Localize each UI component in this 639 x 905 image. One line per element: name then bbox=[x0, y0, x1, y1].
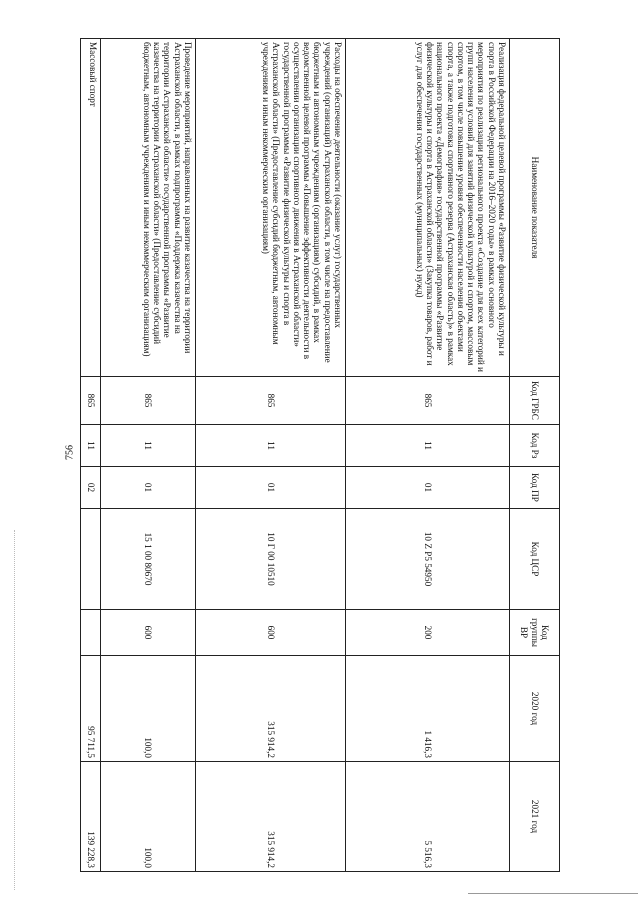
row-2021: 139 228,3 bbox=[81, 762, 101, 872]
row-csr: 10 Z P5 54950 bbox=[346, 509, 510, 610]
row-csr: 10 Г 00 10510 bbox=[196, 509, 346, 610]
row-name: Проведение мероприятий, направленных на развитие казачества на территории Астраханской области, в рамках подпрограммы «Поддержка казачества на территории Астраханской области» государственной программы «Развитие казачества на территории Астраханской области» (Предоставление субсидий бюджетным, автономным учреждениям и иным некоммерческим организациям) bbox=[101, 39, 196, 377]
budget-table-rotated bbox=[85, 38, 560, 871]
header-rz: Код Рз bbox=[510, 425, 560, 467]
row-rz: 11 bbox=[81, 425, 101, 467]
row-2020: 1 416,3 bbox=[346, 656, 510, 762]
header-2020: 2020 год bbox=[510, 656, 560, 762]
row-2020: 315 914,2 bbox=[196, 656, 346, 762]
table-row bbox=[346, 39, 510, 872]
header-2021: 2021 год bbox=[510, 762, 560, 872]
row-2021: 315 914,2 bbox=[196, 762, 346, 872]
table-row bbox=[101, 39, 196, 872]
row-grbs: 865 bbox=[196, 377, 346, 425]
row-vr bbox=[81, 610, 101, 656]
row-rz: 11 bbox=[101, 425, 196, 467]
budget-table bbox=[80, 38, 560, 872]
table-header-row bbox=[510, 39, 560, 872]
row-pr: 01 bbox=[196, 467, 346, 509]
row-2021: 5 516,3 bbox=[346, 762, 510, 872]
row-grbs: 865 bbox=[81, 377, 101, 425]
row-csr bbox=[81, 509, 101, 610]
header-grbs: Код ГРБС bbox=[510, 377, 560, 425]
table-row bbox=[81, 39, 101, 872]
header-pr: Код ПР bbox=[510, 467, 560, 509]
row-grbs: 865 bbox=[346, 377, 510, 425]
row-vr: 600 bbox=[196, 610, 346, 656]
row-vr: 600 bbox=[101, 610, 196, 656]
row-name: Реализация федеральной целевой программы «Развитие физической культуры и спорта в Российской Федерации на 2016–2020 годы» в рамках основного мероприятия по реализации регионального проекта «Создание для всех категорий и групп населения условий для занятий физической культурой и спортом, массовым спортом, в том числе повышение уровня обеспеченности населения объектами спорта, а также подготовка спортивного резерва (Астраханская область)» в рамках национального проекта «Демография» государственной программы «Развитие физической культуры и спорта в Астраханской области» (Закупка товаров, работ и услуг для обеспечения государственных (муниципальных) нужд) bbox=[346, 39, 510, 377]
row-pr: 01 bbox=[101, 467, 196, 509]
header-vr: Код группы ВР bbox=[510, 610, 560, 656]
header-name: Наименование показателя bbox=[510, 39, 560, 377]
row-pr: 01 bbox=[346, 467, 510, 509]
row-grbs: 865 bbox=[101, 377, 196, 425]
row-2020: 100,0 bbox=[101, 656, 196, 762]
header-csr: Код ЦСР bbox=[510, 509, 560, 610]
row-rz: 11 bbox=[346, 425, 510, 467]
row-vr: 200 bbox=[346, 610, 510, 656]
page-number: 756 bbox=[64, 445, 76, 460]
row-name: Массовый спорт bbox=[81, 39, 101, 377]
row-2020: 95 711,5 bbox=[81, 656, 101, 762]
table-row bbox=[196, 39, 346, 872]
row-csr: 15 1 00 80670 bbox=[101, 509, 196, 610]
row-name: Расходы на обеспечение деятельности (оказание услуг) государственных учреждений (организаций) Астраханской области, в том числе на предоставление бюджетным и автономным учреждениям (организациям) субсидий, в рамках ведомственной целевой программы «Повышение эффективности деятельности в осуществлении организации спортивного движения в Астраханской области» государственной программы «Развитие физической культуры и спорта в Астраханской области» (Предоставление субсидий бюджетным, автономным учреждениям и иным некоммерческим организациям) bbox=[196, 39, 346, 377]
scan-page-edge bbox=[468, 893, 638, 894]
row-2021: 100,0 bbox=[101, 762, 196, 872]
row-pr: 02 bbox=[81, 467, 101, 509]
row-rz: 11 bbox=[196, 425, 346, 467]
scan-margin-dots bbox=[14, 530, 17, 890]
